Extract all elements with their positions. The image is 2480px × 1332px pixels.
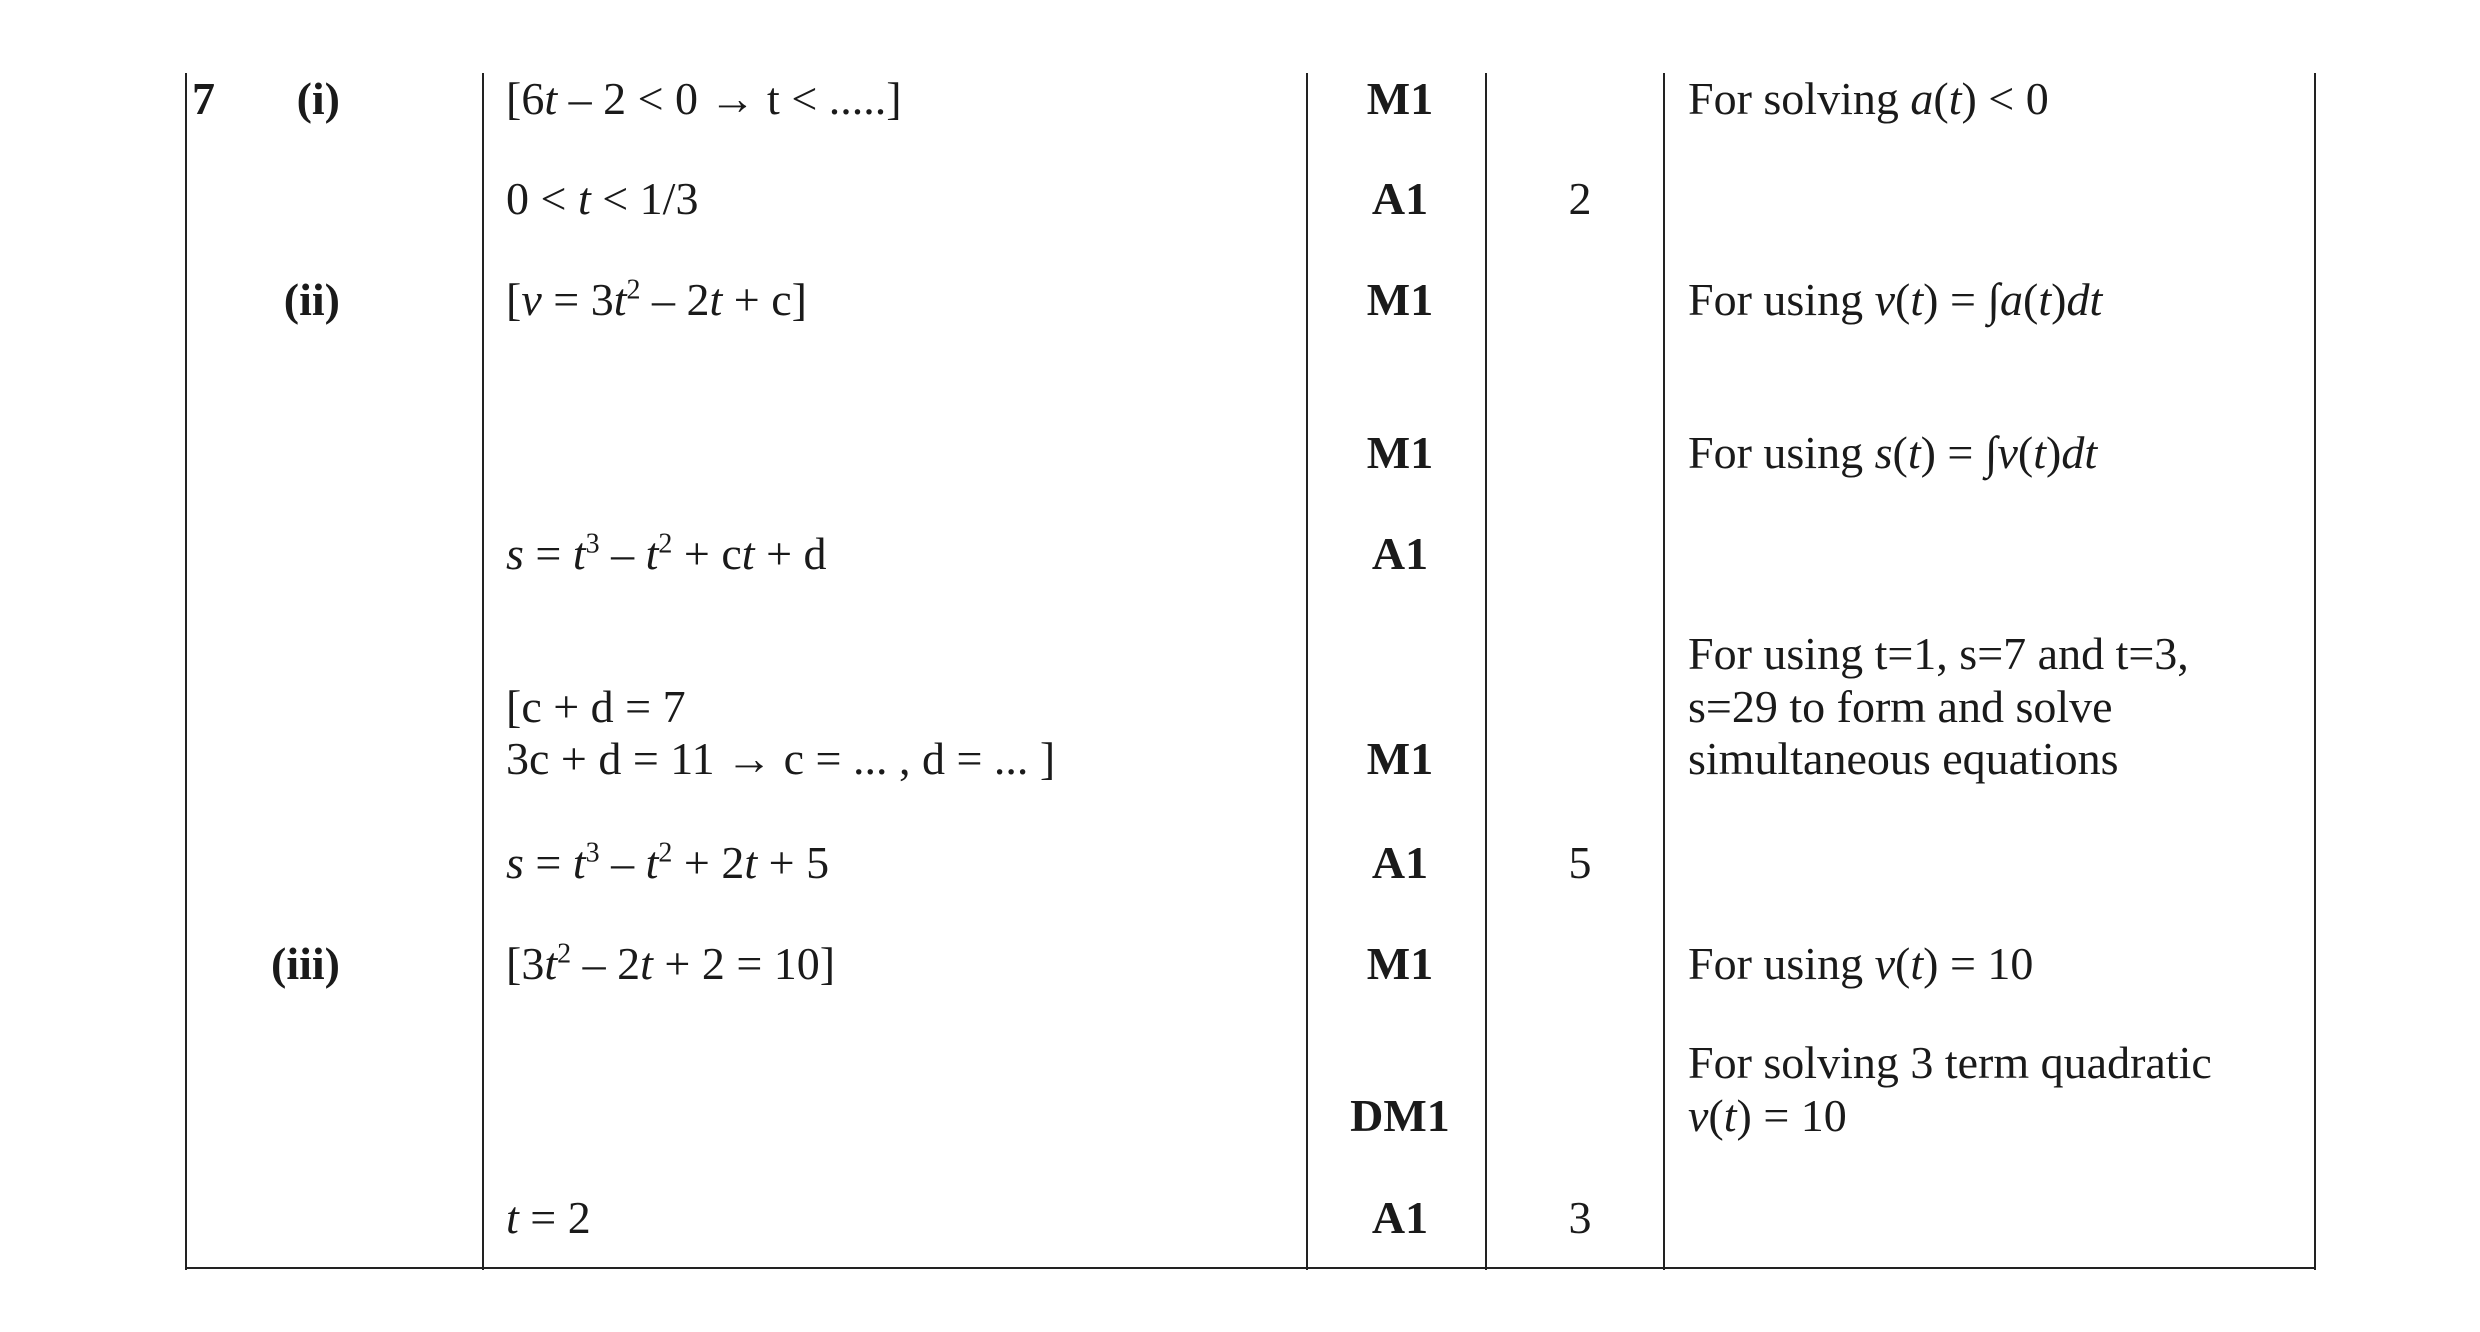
part-label-iii: (iii) (271, 938, 340, 989)
total-r10: 3 (1568, 1192, 1592, 1243)
working-r6-line2: 3c + d = 11 → c = ... , d = ... ] (506, 733, 1056, 784)
working-r1: [6t – 2 < 0 → t < .....] (506, 73, 902, 124)
table-border-bottom (186, 1267, 2316, 1269)
mark-r5: A1 (1371, 528, 1429, 579)
part-label-ii: (ii) (283, 274, 340, 325)
guidance-r1: For solving a(t) < 0 (1688, 73, 2049, 124)
working-r10: t = 2 (506, 1192, 591, 1243)
guidance-r8: For using v(t) = 10 (1688, 938, 2034, 989)
working-r5: $s = t^3 - t^2$ + ct + d (506, 528, 827, 579)
table-border-left (185, 73, 187, 1270)
mark-r2: A1 (1371, 173, 1429, 224)
working-r6-line1: [c + d = 7 (506, 681, 686, 732)
guidance-r6-line3: simultaneous equations (1688, 733, 2119, 784)
working-r3: $[v = 3t^2 - 2t + c]$ (506, 274, 807, 325)
mark-r8: M1 (1366, 938, 1434, 989)
column-divider-working (482, 73, 484, 1270)
guidance-r9-line2: v(t) = 10 (1688, 1090, 1847, 1141)
mark-r1: M1 (1366, 73, 1434, 124)
working-r8: $[3t^2 - 2t + 2 = 10]$ (506, 938, 836, 989)
mark-r6: M1 (1366, 733, 1434, 784)
mark-r7: A1 (1371, 837, 1429, 888)
question-number: 7 (192, 73, 215, 124)
working-r2: 0 < t < 1/3 (506, 173, 699, 224)
mark-r9: DM1 (1350, 1090, 1450, 1141)
mark-r4: M1 (1366, 427, 1434, 478)
mark-r10: A1 (1371, 1192, 1429, 1243)
table-border-right (2314, 73, 2316, 1270)
guidance-r4: For using s(t) = ∫v(t)dt (1688, 427, 2098, 478)
guidance-r9-line1: For solving 3 term quadratic (1688, 1037, 2212, 1088)
column-divider-guidance (1663, 73, 1665, 1270)
total-r7: 5 (1568, 837, 1592, 888)
total-r2: 2 (1568, 173, 1592, 224)
part-label-i: (i) (296, 73, 340, 124)
guidance-r6-line2: s=29 to form and solve (1688, 681, 2113, 732)
working-r7: $s = t^3 - t^2 + 2t + 5$ (506, 837, 830, 888)
guidance-r6-line1: For using t=1, s=7 and t=3, (1688, 628, 2189, 679)
mark-r3: M1 (1366, 274, 1434, 325)
guidance-r3: For using v(t) = ∫a(t)dt (1688, 274, 2103, 325)
